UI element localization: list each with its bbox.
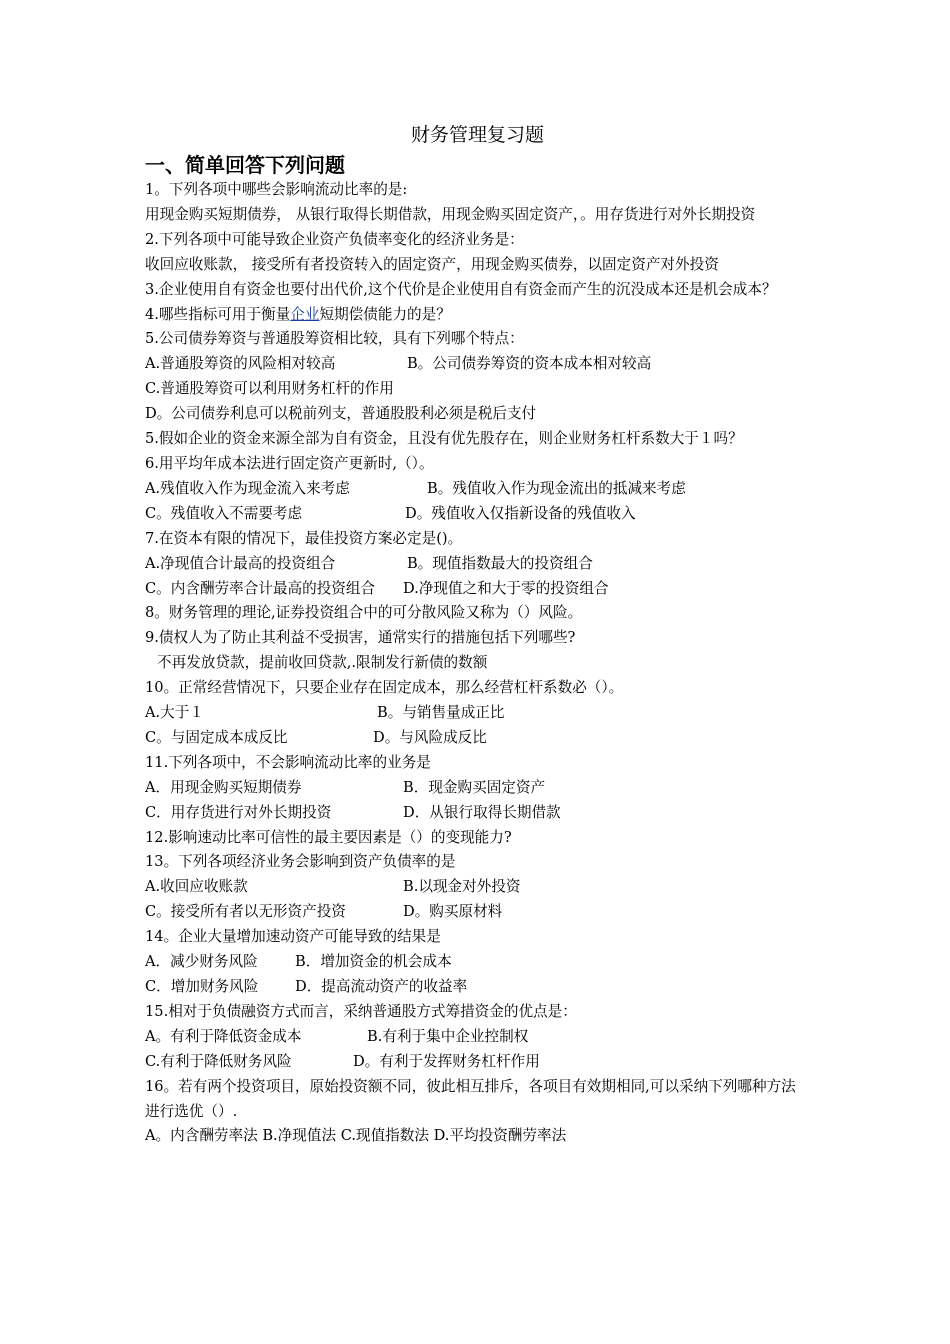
option-11a: A．用现金购买短期债券 xyxy=(145,778,302,796)
option-10c: C。与固定成本成反比 xyxy=(145,728,288,746)
option-6a: A.残值收入作为现金流入来考虑 xyxy=(145,479,350,497)
options-5-ab xyxy=(145,352,810,377)
option-15b: B.有利于集中企业控制权 xyxy=(367,1027,529,1045)
option-10d: D。与风险成反比 xyxy=(373,728,487,746)
option-13b: B.以现金对外投资 xyxy=(403,878,521,896)
section-heading: 一、简单回答下列问题 xyxy=(145,153,345,177)
option-15a: A。有利于降低资金成本 xyxy=(145,1027,302,1045)
question-13: 13。下列各项经济业务会影响到资产负债率的是 xyxy=(145,853,456,871)
question-16: 16。若有两个投资项目，原始投资额不同，彼此相互排斥，各项目有效期相同,可以采纳下列哪种方法进行选优（）. xyxy=(145,1077,796,1120)
options-7-ab xyxy=(145,552,810,577)
question-4 xyxy=(145,303,810,328)
options-11-ab xyxy=(145,776,810,801)
question-9: 9.债权人为了防止其利益不受损害，通常实行的措施包括下列哪些? xyxy=(145,629,576,647)
option-13a: A.收回应收账款 xyxy=(145,878,248,896)
question-1: 1。下列各项中哪些会影响流动比率的是: xyxy=(145,181,408,198)
question-6: 6.用平均年成本法进行固定资产更新时,（）。 xyxy=(145,454,434,472)
option-5a: A.普通股筹资的风险相对较高 xyxy=(145,355,336,373)
options-7-cd xyxy=(145,577,810,602)
option-14d: D．提高流动资产的收益率 xyxy=(295,978,468,995)
option-15c: C.有利于降低财务风险 xyxy=(145,1052,292,1070)
option-5c: C.普通股筹资可以利用财务杠杆的作用 xyxy=(145,380,394,398)
document-title: 财务管理复习题 xyxy=(410,124,544,146)
question-4-prefix: 4.哪些指标可用于衡量 xyxy=(145,305,291,323)
option-7b: B。现值指数最大的投资组合 xyxy=(407,554,593,572)
option-10a: A.大于１ xyxy=(145,704,204,722)
options-14-ab xyxy=(145,950,810,975)
option-6c: C。残值收入不需要考虑 xyxy=(145,504,303,522)
option-14b: B．增加资金的机会成本 xyxy=(295,953,452,971)
option-5d: D。公司债券利息可以税前列支，普通股股利必须是税后支付 xyxy=(145,405,537,423)
document-body xyxy=(145,120,810,1149)
answer-1: 用现金购买短期债券， 从银行取得长期借款，用现金购买固定资产，。用存货进行对外长期投资 xyxy=(145,205,756,223)
option-7d: D.净现值之和大于零的投资组合 xyxy=(403,579,609,597)
question-12: 12.影响速动比率可信性的最主要因素是（）的变现能力? xyxy=(145,828,512,846)
options-10-cd xyxy=(145,726,810,751)
option-15d: D。有利于发挥财务杠杆作用 xyxy=(353,1052,540,1070)
option-13c: C。接受所有者以无形资产投资 xyxy=(145,903,346,921)
question-5b: 5.假如企业的资金来源全部为自有资金，且没有优先股存在，则企业财务杠杆系数大于１吗？ xyxy=(145,430,743,448)
answer-9: 不再发放贷款，提前收回贷款,.限制发行新债的数额 xyxy=(157,654,488,672)
options-15-ab xyxy=(145,1025,810,1050)
question-10: 10。正常经营情况下，只要企业存在固定成本，那么经营杠杆系数必（）。 xyxy=(145,679,624,697)
option-10b: B。与销售量成正比 xyxy=(377,704,505,722)
option-14c: C．增加财务风险 xyxy=(145,978,259,995)
option-7a: A.净现值合计最高的投资组合 xyxy=(145,554,336,572)
options-6-cd xyxy=(145,502,810,527)
options-14-cd xyxy=(145,975,810,1000)
option-7c: C。内含酬劳率合计最高的投资组合 xyxy=(145,579,376,597)
question-5: 5.公司债券筹资与普通股筹资相比较，具有下列哪个特点： xyxy=(145,330,524,348)
option-14a: A．减少财务风险 xyxy=(145,953,258,971)
options-13-ab xyxy=(145,875,810,900)
question-15: 15.相对于负债融资方式而言，采纳普通股方式筹措资金的优点是： xyxy=(145,1002,577,1020)
question-3: 3.企业使用自有资金也要付出代价,这个代价是企业使用自有资金而产生的沉没成本还是机会成本？ xyxy=(145,280,777,298)
question-8: 8。财务管理的理论,证券投资组合中的可分散风险又称为（）风险。 xyxy=(145,604,583,622)
option-5b: B。公司债券筹资的资本成本相对较高 xyxy=(407,355,652,373)
question-2: 2.下列各项中可能导致企业资产负债率变化的经济业务是： xyxy=(145,230,524,248)
options-6-ab xyxy=(145,477,810,502)
options-10-ab xyxy=(145,701,810,726)
question-7: 7.在资本有限的情况下，最佳投资方案必定是()。 xyxy=(145,529,463,547)
question-11: 11.下列各项中，不会影响流动比率的业务是 xyxy=(145,753,431,771)
option-11d: D．从银行取得长期借款 xyxy=(403,803,561,821)
option-13d: D。购买原材料 xyxy=(403,903,503,921)
option-11b: B．现金购买固定资产 xyxy=(403,778,546,796)
options-15-cd xyxy=(145,1050,810,1075)
answer-2: 收回应收账款， 接受所有者投资转入的固定资产，用现金购买债券，以固定资产对外投资 xyxy=(145,255,719,273)
option-11c: C．用存货进行对外长期投资 xyxy=(145,803,332,821)
option-6b: B。残值收入作为现金流出的抵减来考虑 xyxy=(427,479,686,497)
options-13-cd xyxy=(145,900,810,925)
options-11-cd xyxy=(145,801,810,826)
enterprise-link[interactable]: 企业 xyxy=(290,305,320,323)
option-6d: D。残值收入仅指新设备的残值收入 xyxy=(405,504,636,522)
question-14: 14。企业大量增加速动资产可能导致的结果是 xyxy=(145,928,441,946)
options-16: A。内含酬劳率法 B.净现值法 C.现值指数法 D.平均投资酬劳率法 xyxy=(145,1127,567,1145)
question-4-suffix: 短期偿债能力的是？ xyxy=(319,305,451,323)
